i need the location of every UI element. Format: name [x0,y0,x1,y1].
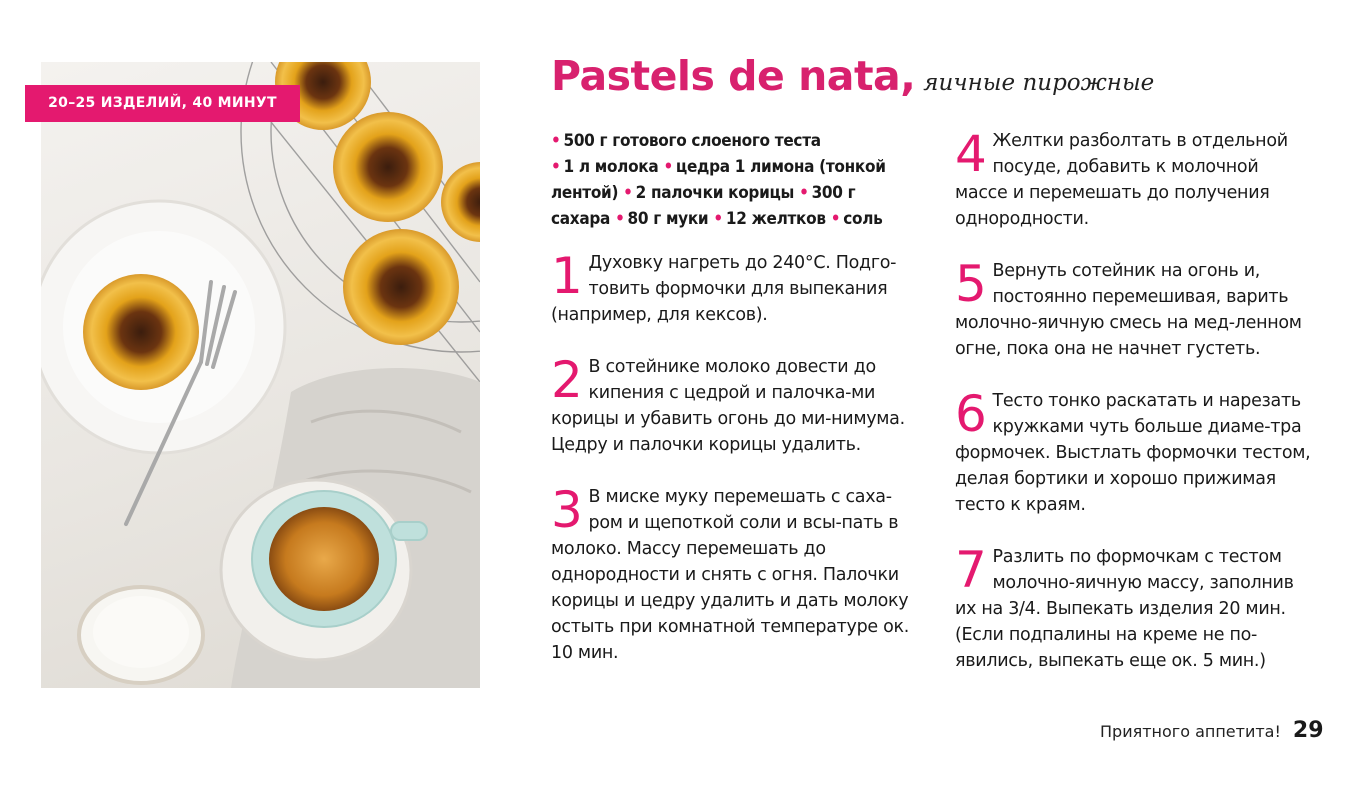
step-1 [551,247,911,328]
ingredient-item: • соль [830,209,883,229]
step-number: 5 [955,255,987,313]
step-number: 7 [955,541,987,599]
ingredient-item: • 12 желтков [713,209,826,229]
step-5 [955,255,1315,362]
step-number: 6 [955,385,987,443]
step-2 [551,351,911,458]
step-text: В миске муку перемешать с саха-ром и щепоткой соли и всы-пать в молоко. Массу перемешать до однородности и снять с огня. Палочки корицы и цедру удалить и дать молоку остыть при комнатной температуре ок. 10 мин. [551,487,910,663]
bullet-icon: • [799,183,809,203]
bullet-icon: • [551,131,561,151]
ingredients-list [551,128,911,232]
step-text: В сотейнике молоко довести до кипения с цедрой и палочка-ми корицы и убавить огонь до ми-нимума. Цедру и палочки корицы удалить. [551,357,905,455]
pastry-photo-illustration [41,62,480,688]
bullet-icon: • [623,183,633,203]
bullet-icon: • [663,157,673,177]
step-text: Вернуть сотейник на огонь и, постоянно перемешивая, варить молочно-яичную смесь на мед-ленном огне, пока она не начнет густеть. [955,261,1302,359]
step-text: Разлить по формочкам с тестом молочно-яичную массу, заполнив их на 3/4. Выпекать изделия 20 мин. (Если подпалины на креме не по-явились, выпекать еще ок. 5 мин.) [955,547,1294,671]
recipe-photo [41,62,480,688]
ingredient-item: • 80 г муки [615,209,709,229]
bullet-icon: • [551,157,561,177]
step-4 [955,125,1315,232]
page-number: 29 [1292,718,1324,743]
step-text: Желтки разболтать в отдельной посуде, добавить к молочной массе и перемешать до получения однородности. [955,131,1288,229]
step-6 [955,385,1315,518]
step-text: Тесто тонко раскатать и нарезать кружками чуть больше диаме-тра формочек. Выстлать формочки тестом, делая бортики и хорошо прижимая тесто к краям. [955,391,1311,515]
recipe-title-main: Pastels de nata, [551,52,916,100]
step-number: 3 [551,481,583,539]
recipe-title-subtitle: яичные пирожные [923,70,1155,96]
step-number: 2 [551,351,583,409]
right-column [955,125,1315,700]
bullet-icon: • [615,209,625,229]
recipe-title [551,52,1154,100]
ingredient-item: • цедра 1 лимона (тонкой лентой) [551,157,886,203]
step-number: 1 [551,247,583,305]
ingredient-item: • 2 палочки корицы [623,183,795,203]
footer-text: Приятного аппетита! [1100,722,1281,741]
ingredient-item: • 500 г готового слоеного теста [551,131,821,151]
yield-time-badge: 20–25 ИЗДЕЛИЙ, 40 МИНУТ [25,85,300,122]
bullet-icon: • [830,209,841,229]
ingredient-item: • 1 л молока [551,157,659,177]
ingredient-item: • 300 г сахара [551,183,856,229]
step-text: Духовку нагреть до 240°С. Подго-товить формочки для выпекания (например, для кексов). [551,253,897,325]
step-7 [955,541,1315,674]
step-number: 4 [955,125,987,183]
bullet-icon: • [713,209,723,229]
page-footer [1100,718,1324,743]
step-3 [551,481,911,666]
left-column [551,128,911,692]
